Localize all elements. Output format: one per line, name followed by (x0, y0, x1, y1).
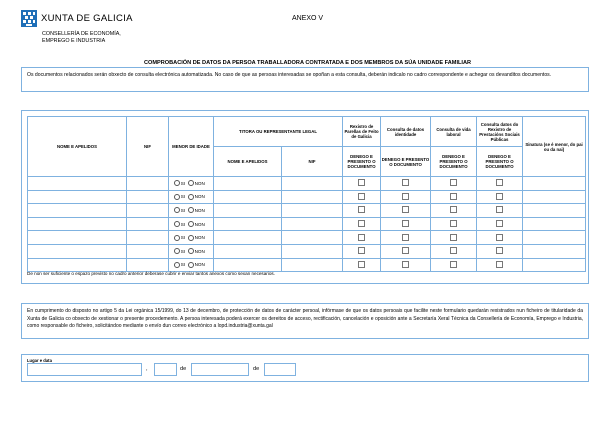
prestacions-cell (477, 244, 523, 258)
table-row (28, 244, 586, 258)
deny-checkbox[interactable] (402, 220, 409, 227)
deny-label: DENEGO E PRESENTO O DOCUMENTO (431, 147, 477, 177)
deny-checkbox[interactable] (496, 247, 503, 254)
non-radio-label: NON (194, 248, 205, 254)
padron-cell (343, 244, 381, 258)
nif-cell[interactable] (127, 217, 169, 231)
identidade-cell (381, 190, 431, 204)
deny-checkbox[interactable] (358, 261, 365, 268)
identidade-cell (381, 258, 431, 272)
deny-checkbox[interactable] (496, 206, 503, 213)
titor-nome-cell[interactable] (214, 244, 282, 258)
titor-nif-cell[interactable] (282, 177, 343, 191)
nome-cell[interactable] (28, 177, 127, 191)
non-radio-label: NON (194, 194, 205, 200)
header-nome: NOME E APELIDOS (28, 117, 127, 177)
table-row (28, 204, 586, 218)
padron-cell (343, 231, 381, 245)
vida-cell (431, 217, 477, 231)
prestacions-cell (477, 231, 523, 245)
header-identidade: Consulta de datos identidade (381, 117, 431, 147)
deny-label: DENEGO E PRESENTO O DOCUMENTO (477, 147, 523, 177)
prestacions-cell (477, 217, 523, 231)
deny-checkbox[interactable] (358, 234, 365, 241)
non-radio[interactable] (188, 221, 194, 227)
si-radio-label: SI (180, 194, 186, 200)
padron-cell (343, 190, 381, 204)
sinatura-cell[interactable] (523, 258, 586, 272)
titor-nif-cell[interactable] (282, 190, 343, 204)
non-radio[interactable] (188, 194, 194, 200)
deny-checkbox[interactable] (496, 261, 503, 268)
table-row (28, 177, 586, 191)
menor-cell (169, 190, 214, 204)
deny-checkbox[interactable] (450, 206, 457, 213)
header-nif: NIF (127, 117, 169, 177)
deny-checkbox[interactable] (496, 234, 503, 241)
non-radio-label: NON (194, 207, 205, 213)
deny-checkbox[interactable] (358, 193, 365, 200)
titor-nome-cell[interactable] (214, 231, 282, 245)
year-field[interactable] (264, 363, 296, 376)
titor-nif-cell[interactable] (282, 217, 343, 231)
non-radio[interactable] (188, 248, 194, 254)
si-radio[interactable] (174, 248, 180, 254)
sinatura-cell[interactable] (523, 204, 586, 218)
titor-nif-cell[interactable] (282, 258, 343, 272)
non-radio-label: NON (194, 235, 205, 241)
si-radio-label: SI (180, 207, 186, 213)
department-line-2: EMPREGO E INDUSTRIA (42, 37, 106, 44)
menor-cell (169, 204, 214, 218)
deny-checkbox[interactable] (402, 234, 409, 241)
deny-checkbox[interactable] (496, 193, 503, 200)
menor-cell (169, 258, 214, 272)
non-radio-label: NON (194, 262, 205, 268)
header-menor: MENOR DE IDADE (169, 117, 214, 177)
form-title: COMPROBACIÓN DE DATOS DA PERSOA TRABALLADORA CONTRATADA E DOS MEMBROS DA SÚA UNIDADE FAMILIAR (143, 60, 472, 66)
deny-checkbox[interactable] (402, 247, 409, 254)
annex-label: ANEXO V (291, 15, 324, 22)
month-field[interactable] (191, 363, 249, 376)
prestacions-cell (477, 190, 523, 204)
subheader-nome: NOME E APELIDOS (214, 147, 282, 177)
deny-checkbox[interactable] (402, 193, 409, 200)
deny-checkbox[interactable] (450, 179, 457, 186)
si-radio-label: SI (180, 180, 186, 186)
nome-cell[interactable] (28, 190, 127, 204)
padron-cell (343, 177, 381, 191)
menor-cell (169, 217, 214, 231)
vida-cell (431, 258, 477, 272)
non-radio[interactable] (188, 207, 194, 213)
de-separator: de (253, 366, 260, 372)
si-radio[interactable] (174, 235, 180, 241)
si-radio[interactable] (174, 221, 180, 227)
vida-cell (431, 244, 477, 258)
padron-cell (343, 217, 381, 231)
deny-label: DENEGO E PRESENTO O DOCUMENTO (343, 147, 381, 177)
si-radio[interactable] (174, 262, 180, 268)
padron-cell (343, 204, 381, 218)
non-radio[interactable] (188, 180, 194, 186)
menor-cell (169, 177, 214, 191)
nome-cell[interactable] (28, 204, 127, 218)
comma-separator: , (146, 366, 148, 372)
nif-cell[interactable] (127, 231, 169, 245)
persons-table-box (21, 110, 589, 284)
header-sinatura: Sinatura (se é menor, do pai ou da nai) (523, 117, 586, 177)
non-radio[interactable] (188, 235, 194, 241)
non-radio[interactable] (188, 262, 194, 268)
identidade-cell (381, 177, 431, 191)
place-date-box (21, 354, 589, 382)
vida-cell (431, 177, 477, 191)
titor-nome-cell[interactable] (214, 204, 282, 218)
subheader-nif: NIF (282, 147, 343, 177)
table-row (28, 231, 586, 245)
deny-checkbox[interactable] (450, 193, 457, 200)
non-radio-label: NON (194, 221, 205, 227)
deny-checkbox[interactable] (496, 179, 503, 186)
sinatura-cell[interactable] (523, 244, 586, 258)
si-radio[interactable] (174, 194, 180, 200)
day-field[interactable] (154, 363, 177, 376)
titor-nif-cell[interactable] (282, 231, 343, 245)
si-radio-label: SI (180, 235, 186, 241)
deny-checkbox[interactable] (496, 220, 503, 227)
identidade-cell (381, 217, 431, 231)
sinatura-cell[interactable] (523, 217, 586, 231)
header-padron: Rexistro de Parellas de Feito de Galicia (343, 117, 381, 147)
deny-checkbox[interactable] (402, 261, 409, 268)
deny-checkbox[interactable] (358, 220, 365, 227)
titor-nome-cell[interactable] (214, 258, 282, 272)
prestacions-cell (477, 204, 523, 218)
menor-cell (169, 244, 214, 258)
space-footnote: De non ser suficiente o espazo previsto no cadro anterior deberase cubrir e enviar tantos anexos como sexan necesarios. (27, 271, 275, 276)
deny-checkbox[interactable] (450, 234, 457, 241)
nome-cell[interactable] (28, 231, 127, 245)
header-prestacions: Consulta datos do Rexistro de Prestacións Sociais Públicas (477, 117, 523, 147)
deny-checkbox[interactable] (450, 261, 457, 268)
prestacions-cell (477, 258, 523, 272)
brand-name: XUNTA DE GALICIA (41, 13, 133, 24)
prestacions-cell (477, 177, 523, 191)
nome-cell[interactable] (28, 217, 127, 231)
si-radio[interactable] (174, 180, 180, 186)
nif-cell[interactable] (127, 204, 169, 218)
deny-checkbox[interactable] (358, 206, 365, 213)
privacy-notice: En cumprimento do disposto no artigo 5 da Lei orgánica 15/1999, do 13 de decembro, de protección de datos de carácter persoal, infórmase de que os datos persoais que facilite neste formulario quedarán rexistrados nun ficheiro de titularidade da Xunta de Galicia co obxecto de xestionar o presente procedemento. A persoa interesada poderá exercer os dereitos de acceso, rectificación, cancelación e oposición ante a Secretaría Xeral Técnica da Consellería de Economía, Emprego e Industria, como responsable do ficheiro, solicitándoo mediante o envío dun correo electrónico a lopd.industria@xunta.gal (21, 303, 589, 339)
department-name (42, 31, 121, 44)
nome-cell[interactable] (28, 258, 127, 272)
si-radio-label: SI (180, 262, 186, 268)
deny-checkbox[interactable] (450, 220, 457, 227)
table-row (28, 190, 586, 204)
titor-nif-cell[interactable] (282, 244, 343, 258)
menor-cell (169, 231, 214, 245)
titor-nome-cell[interactable] (214, 190, 282, 204)
place-date-label: Lugar e data (27, 358, 52, 363)
persons-table (27, 116, 586, 272)
deny-checkbox[interactable] (402, 206, 409, 213)
si-radio[interactable] (174, 207, 180, 213)
nif-cell[interactable] (127, 190, 169, 204)
sinatura-cell[interactable] (523, 231, 586, 245)
padron-cell (343, 258, 381, 272)
nif-cell[interactable] (127, 177, 169, 191)
table-row (28, 258, 586, 272)
header-titor: TITORA OU REPRESENTANTE LEGAL (214, 117, 343, 147)
vida-cell (431, 190, 477, 204)
sinatura-cell[interactable] (523, 177, 586, 191)
consultation-notice: Os documentos relacionados serán obxecto de consulta electrónica automatizada. No caso de que as persoas interesadas se opoñan a esta consulta, deberán indicalo no cadro correspondente e achegar os devanditos documentos. (21, 67, 589, 92)
identidade-cell (381, 244, 431, 258)
titor-nome-cell[interactable] (214, 177, 282, 191)
non-radio-label: NON (194, 180, 205, 186)
si-radio-label: SI (180, 221, 186, 227)
header-vida-laboral: Consulta de vida laboral (431, 117, 477, 147)
si-radio-label: SI (180, 248, 186, 254)
titor-nif-cell[interactable] (282, 204, 343, 218)
de-separator: de (180, 366, 187, 372)
nif-cell[interactable] (127, 258, 169, 272)
titor-nome-cell[interactable] (214, 217, 282, 231)
deny-checkbox[interactable] (358, 179, 365, 186)
vida-cell (431, 204, 477, 218)
deny-checkbox[interactable] (450, 247, 457, 254)
sinatura-cell[interactable] (523, 190, 586, 204)
deny-checkbox[interactable] (402, 179, 409, 186)
identidade-cell (381, 231, 431, 245)
deny-label: DENEGO E PRESENTO O DOCUMENTO (381, 147, 431, 177)
nif-cell[interactable] (127, 244, 169, 258)
nome-cell[interactable] (28, 244, 127, 258)
identidade-cell (381, 204, 431, 218)
table-row (28, 217, 586, 231)
department-line-1: CONSELLERÍA DE ECONOMÍA, (42, 31, 121, 37)
deny-checkbox[interactable] (358, 247, 365, 254)
place-field[interactable] (27, 363, 142, 376)
vida-cell (431, 231, 477, 245)
